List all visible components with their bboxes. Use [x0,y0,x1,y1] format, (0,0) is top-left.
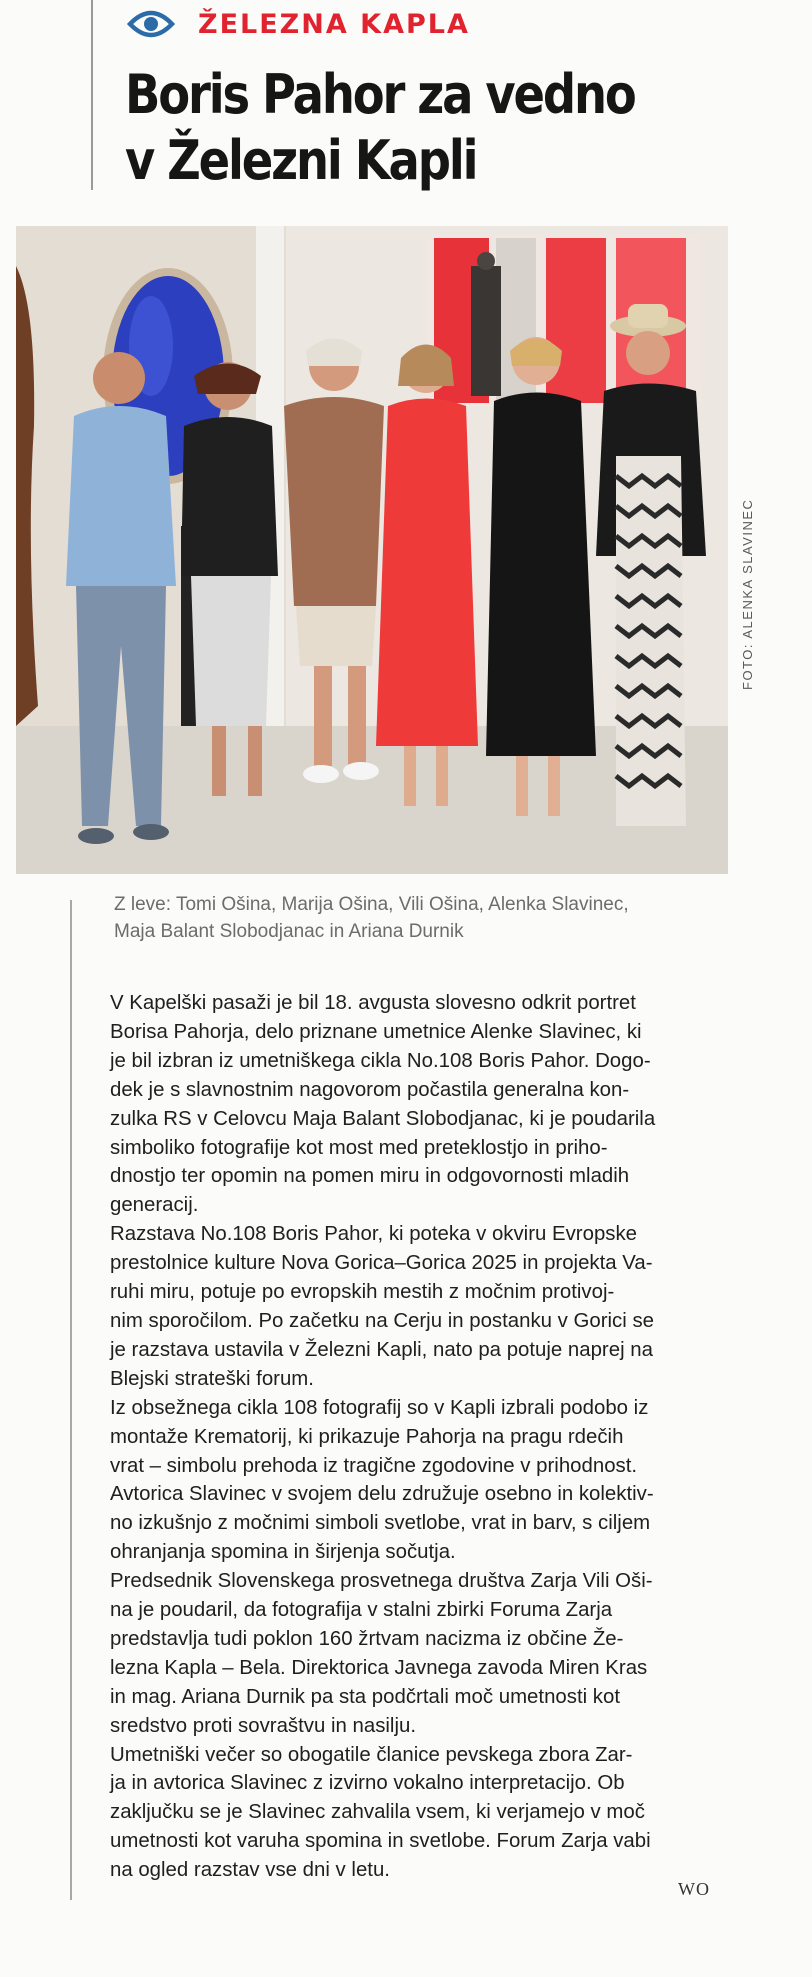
body-line: prestolnice kulture Nova Gorica–Gorica 2025 in projekta Va- [110,1252,653,1275]
author-signature: WO [678,1879,710,1899]
body-line: montaže Krematorij, ki prikazuje Pahorja na pragu rdečih [110,1425,624,1448]
body-line: simboliko fotografije kot most med preteklostjo in priho- [110,1136,608,1159]
body-line: ohranjanja spomina in širjenja sočutja. [110,1541,456,1564]
body-line: Umetniški večer so obogatile članice pevskega zbora Zar- [110,1743,633,1766]
body-line: dnostjo ter opomin na pomen miru in odgovornosti mladih [110,1165,630,1188]
body-line: dek je s slavnostnim nagovorom počastila generalna kon- [110,1078,630,1101]
body-line: generacij. [110,1194,199,1217]
body-line: vrat – simbolu prehoda iz tragične zgodovine v prihodnost. [110,1454,638,1477]
body-line: je bil izbran iz umetniškega cikla No.108 Boris Pahor. Dogo- [110,1049,651,1072]
headline-line-1: Boris Pahor za vedno [125,63,635,126]
body-line: Avtorica Slavinec v svojem delu združuje osebno in kolektiv- [110,1483,654,1506]
body-line: umetnosti kot varuha spomina in svetlobe. Forum Zarja vabi [110,1830,651,1853]
caption-line-2: Maja Balant Slobodjanac in Ariana Durnik [114,921,464,942]
body-line: na ogled razstav vse dni v letu. [110,1859,390,1882]
headline-line-2: v Železni Kapli [125,129,477,192]
body-line: zaključku se je Slavinec zahvalila vsem, ki verjamejo v moč [110,1801,645,1824]
body-line: nim sporočilom. Po začetku na Cerju in postanku v Gorici se [110,1309,654,1332]
body-line: zulka RS v Celovcu Maja Balant Slobodjanac, ki je poudarila [110,1107,656,1130]
article-body [110,989,730,1885]
body-line: ruhi miru, potuje po evropskih mestih z močnim protivoj- [110,1281,615,1304]
photo-caption [114,891,734,945]
top-vertical-rule [91,0,93,190]
body-line: no izkušnjo z močnimi simboli svetlobe, vrat in barv, s ciljem [110,1512,651,1535]
body-line: Razstava No.108 Boris Pahor, ki poteka v okviru Evropske [110,1223,638,1246]
body-line: V Kapelški pasaži je bil 18. avgusta slovesno odkrit portret [110,992,636,1014]
column-vertical-rule [70,900,72,1900]
body-line: in mag. Ariana Durnik pa sta podčrtali moč umetnosti kot [110,1685,621,1708]
body-line: Iz obsežnega cikla 108 fotografij so v Kapli izbrali podobo iz [110,1396,649,1419]
body-line: Predsednik Slovenskega prosvetnega društva Zarja Vili Oši- [110,1570,653,1593]
body-line: ja in avtorica Slavinec z izvirno vokalno interpretacijo. Ob [110,1772,625,1795]
body-line: je razstava ustavila v Železni Kapli, nato pa potuje naprej na [110,1338,653,1361]
section-header [126,2,470,46]
caption-line-1: Z leve: Tomi Ošina, Marija Ošina, Vili Ošina, Alenka Slavinec, [114,894,629,915]
body-line: na je poudaril, da fotografija v stalni zbirki Foruma Zarja [110,1599,613,1622]
section-label: ŽELEZNA KAPLA [198,8,470,40]
article-headline [125,62,675,194]
body-line: predstavlja tudi poklon 160 žrtvam nacizma iz občine Že- [110,1627,624,1650]
photo-credit: FOTO: ALENKA SLAVINEC [740,498,755,690]
body-line: Blejski strateški forum. [110,1367,314,1390]
body-line: lezna Kapla – Bela. Direktorica Javnega zavoda Miren Kras [110,1656,648,1679]
group-photo [16,226,728,874]
eye-icon [126,4,176,44]
body-line: sredstvo proti sovraštvu in nasilju. [110,1714,416,1737]
body-line: Borisa Pahorja, delo priznane umetnice Alenke Slavinec, ki [110,1020,642,1043]
